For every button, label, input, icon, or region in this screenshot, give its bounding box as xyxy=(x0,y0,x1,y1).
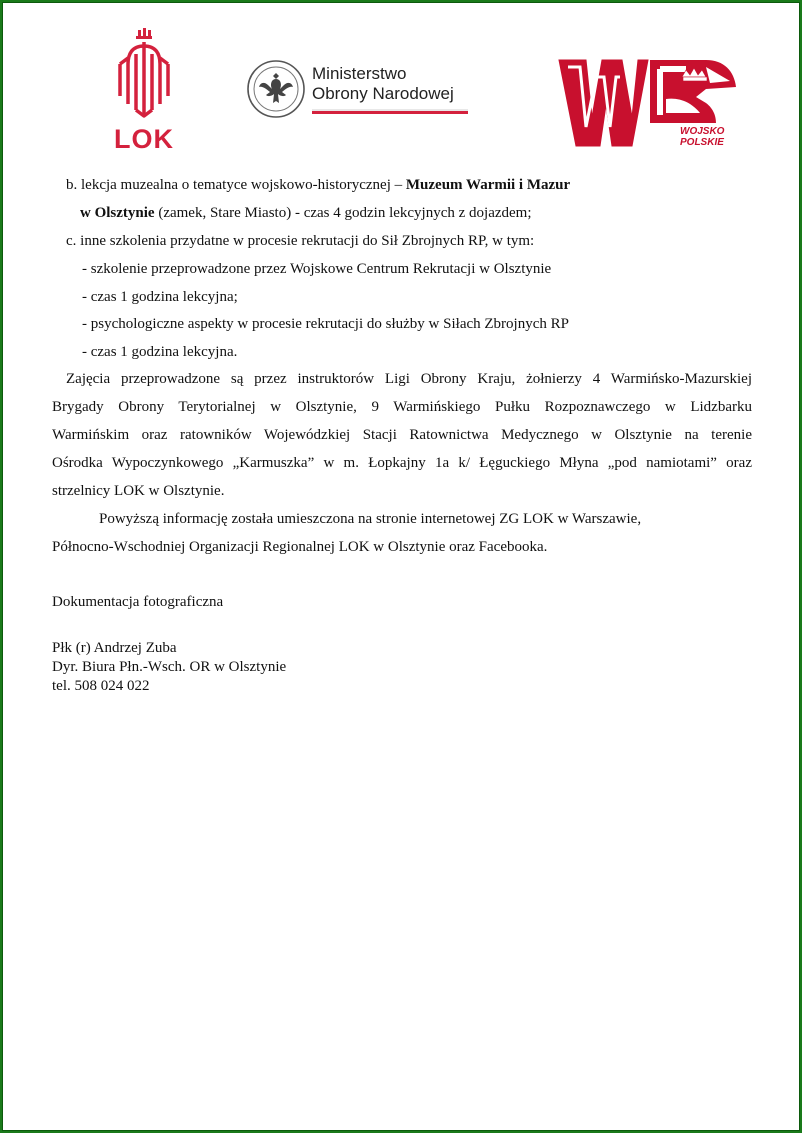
para1-line: Ośrodka Wypoczynkowego „Karmuszka” w m. Łopkajny 1a k/ Łęguckiego Młyna „pod namiotami” oraz xyxy=(52,455,752,471)
signature-title: Dyr. Biura Płn.-Wsch. OR w Olsztynie xyxy=(52,659,287,675)
item-b-prefix: b. lekcja muzealna o tematyce wojskowo-historycznej – xyxy=(66,177,406,193)
wp-word2: POLSKIE xyxy=(680,137,724,148)
sub-item: - czas 1 godzina lekcyjna; xyxy=(82,289,238,305)
para1-line: Warmińskim oraz ratowników Wojewódzkiej Stacji Ratownictwa Medycznego w Olsztynie na terenie xyxy=(52,427,752,443)
eagle-emblem-icon xyxy=(246,59,306,119)
item-c: c. inne szkolenia przydatne w procesie rekrutacji do Sił Zbrojnych RP, w tym: xyxy=(66,233,535,249)
item-b-rest: (zamek, Stare Miasto) - czas 4 godzin lekcyjnych z dojazdem; xyxy=(154,205,532,221)
wp-word1: WOJSKO xyxy=(680,126,725,137)
sub-item: - szkolenie przeprowadzone przez Wojskowe Centrum Rekrutacji w Olsztynie xyxy=(82,261,552,277)
para1-line: Zajęcia przeprowadzone są przez instruktorów Ligi Obrony Kraju, żołnierzy 4 Warmińsko-Mazurskiej xyxy=(66,371,752,387)
item-b-museum: Muzeum Warmii i Mazur xyxy=(405,177,571,193)
para1-line: Brygady Obrony Terytorialnej w Olsztynie, 9 Warmińskiego Pułku Rozpoznawczego w Lidzbarku xyxy=(52,399,752,415)
signature-phone: tel. 508 024 022 xyxy=(52,678,150,694)
sub-item: - psychologiczne aspekty w procesie rekrutacji do służby w Siłach Zbrojnych RP xyxy=(82,316,569,332)
mon-line2: Obrony Narodowej xyxy=(312,84,454,103)
para1-line: strzelnicy LOK w Olsztynie. xyxy=(52,483,225,499)
lok-logo-icon xyxy=(114,24,174,152)
sub-item: - czas 1 godzina lekcyjna. xyxy=(82,344,238,360)
wojsko-polskie-logo-icon xyxy=(556,57,738,149)
flag-bar xyxy=(312,109,468,114)
item-b-line2 xyxy=(80,204,532,222)
item-b-line1 xyxy=(66,176,570,194)
lok-logo-text: LOK xyxy=(114,124,174,152)
para2-line: Północno-Wschodniej Organizacji Regionalnej LOK w Olsztynie oraz Facebooka. xyxy=(52,539,548,555)
signature-name: Płk (r) Andrzej Zuba xyxy=(52,640,177,656)
para2-line: Powyższą informację została umieszczona na stronie internetowej ZG LOK w Warszawie, xyxy=(99,511,642,527)
mon-logo xyxy=(246,57,474,122)
mon-line1: Ministerstwo xyxy=(312,64,407,83)
item-b-city: w Olsztynie xyxy=(80,205,155,221)
documentation-label: Dokumentacja fotograficzna xyxy=(52,594,224,610)
